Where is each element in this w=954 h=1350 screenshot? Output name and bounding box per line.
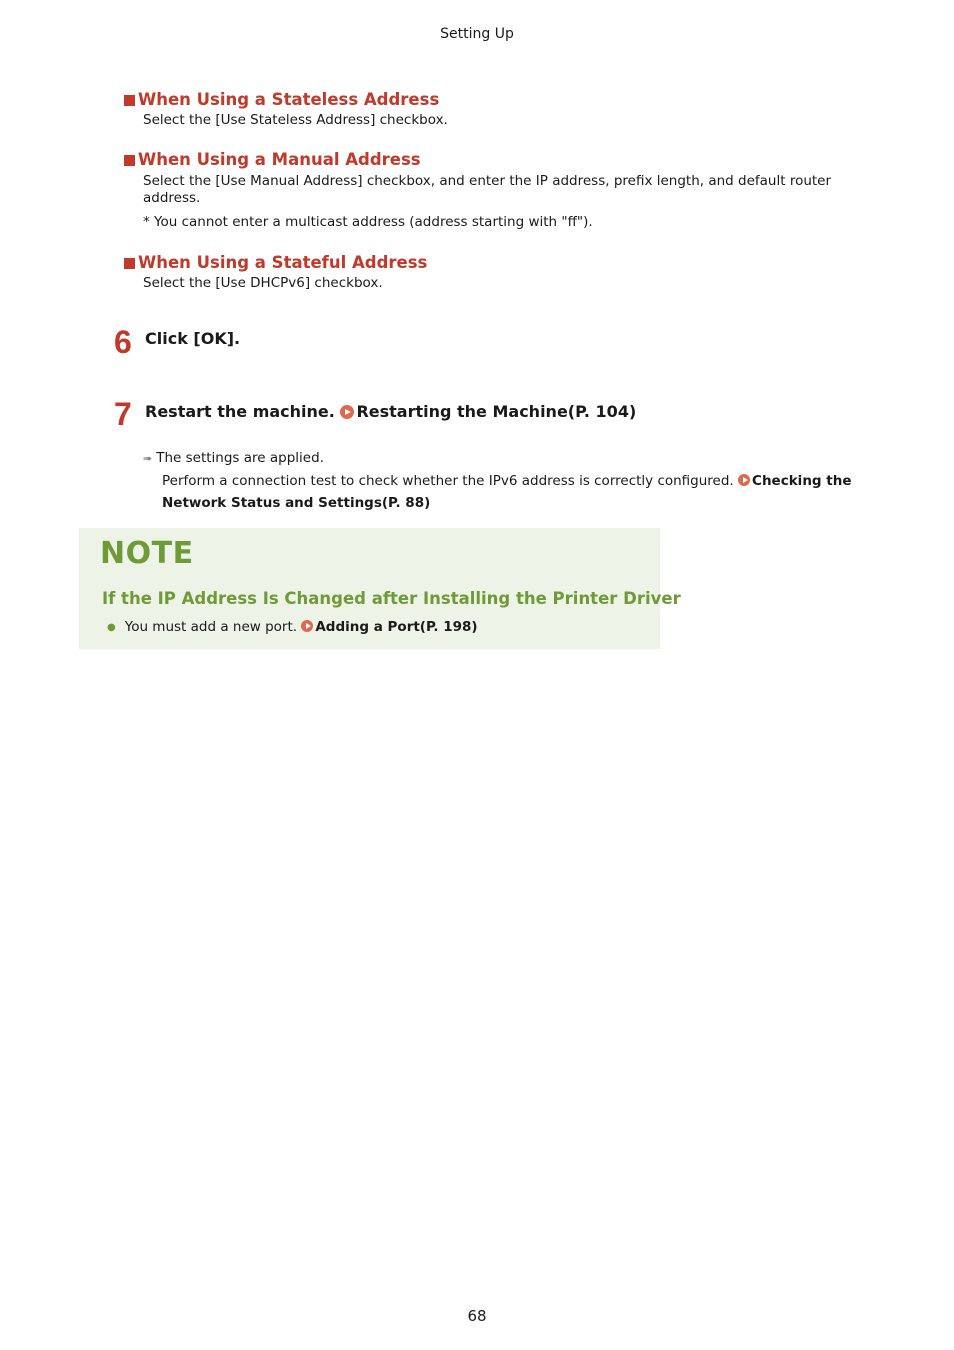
result-text: Perform a connection test to check whether the IPv6 address is correctly configured.	[162, 473, 734, 489]
section-title-manual	[124, 150, 421, 170]
note-item-text: You must add a new port.	[124, 619, 298, 635]
section-title-text: When Using a Stateless Address	[138, 90, 440, 109]
section-text-stateless: Select the [Use Stateless Address] checkbox.	[143, 112, 448, 128]
step-number: 7	[114, 396, 132, 432]
section-title-text: When Using a Manual Address	[138, 150, 421, 169]
step-text: Restart the machine.	[145, 402, 335, 421]
section-title-stateless	[124, 90, 439, 110]
bullet-icon: ●	[107, 622, 116, 633]
step-number: 6	[114, 324, 132, 360]
link-arrow-icon	[340, 405, 354, 419]
step-text: Click [OK].	[145, 329, 241, 348]
result-text: The settings are applied.	[156, 450, 324, 466]
red-square-icon	[124, 258, 135, 269]
network-status-link[interactable]: Checking the Network Status and Settings(P. 88)	[162, 473, 852, 511]
section-title-text: When Using a Stateful Address	[138, 253, 428, 272]
note-heading: If the IP Address Is Changed after Installing the Printer Driver	[102, 589, 681, 608]
page-header: Setting Up	[440, 26, 514, 42]
note-label: NOTE	[100, 536, 194, 571]
note-box	[79, 528, 681, 649]
restart-machine-link[interactable]: Restarting the Machine(P. 104)	[356, 402, 637, 421]
step-result	[143, 447, 863, 514]
section-text-manual: Select the [Use Manual Address] checkbox, and enter the IP address, prefix length, and default router address.	[143, 173, 832, 206]
section-note-manual: * You cannot enter a multicast address (address starting with "ff").	[143, 214, 593, 230]
result-line	[143, 447, 863, 470]
red-square-icon	[124, 95, 135, 106]
adding-port-link[interactable]: Adding a Port(P. 198)	[315, 619, 478, 635]
link-arrow-icon	[738, 474, 750, 486]
note-list-item	[107, 619, 478, 635]
page-number: 68	[467, 1307, 487, 1325]
result-line	[143, 470, 863, 514]
section-title-stateful	[124, 253, 427, 273]
red-square-icon	[124, 155, 135, 166]
link-arrow-icon	[301, 620, 313, 632]
result-arrow-icon: ➠	[143, 452, 153, 465]
step-text-row	[145, 402, 636, 422]
section-text-stateful: Select the [Use DHCPv6] checkbox.	[143, 275, 383, 291]
